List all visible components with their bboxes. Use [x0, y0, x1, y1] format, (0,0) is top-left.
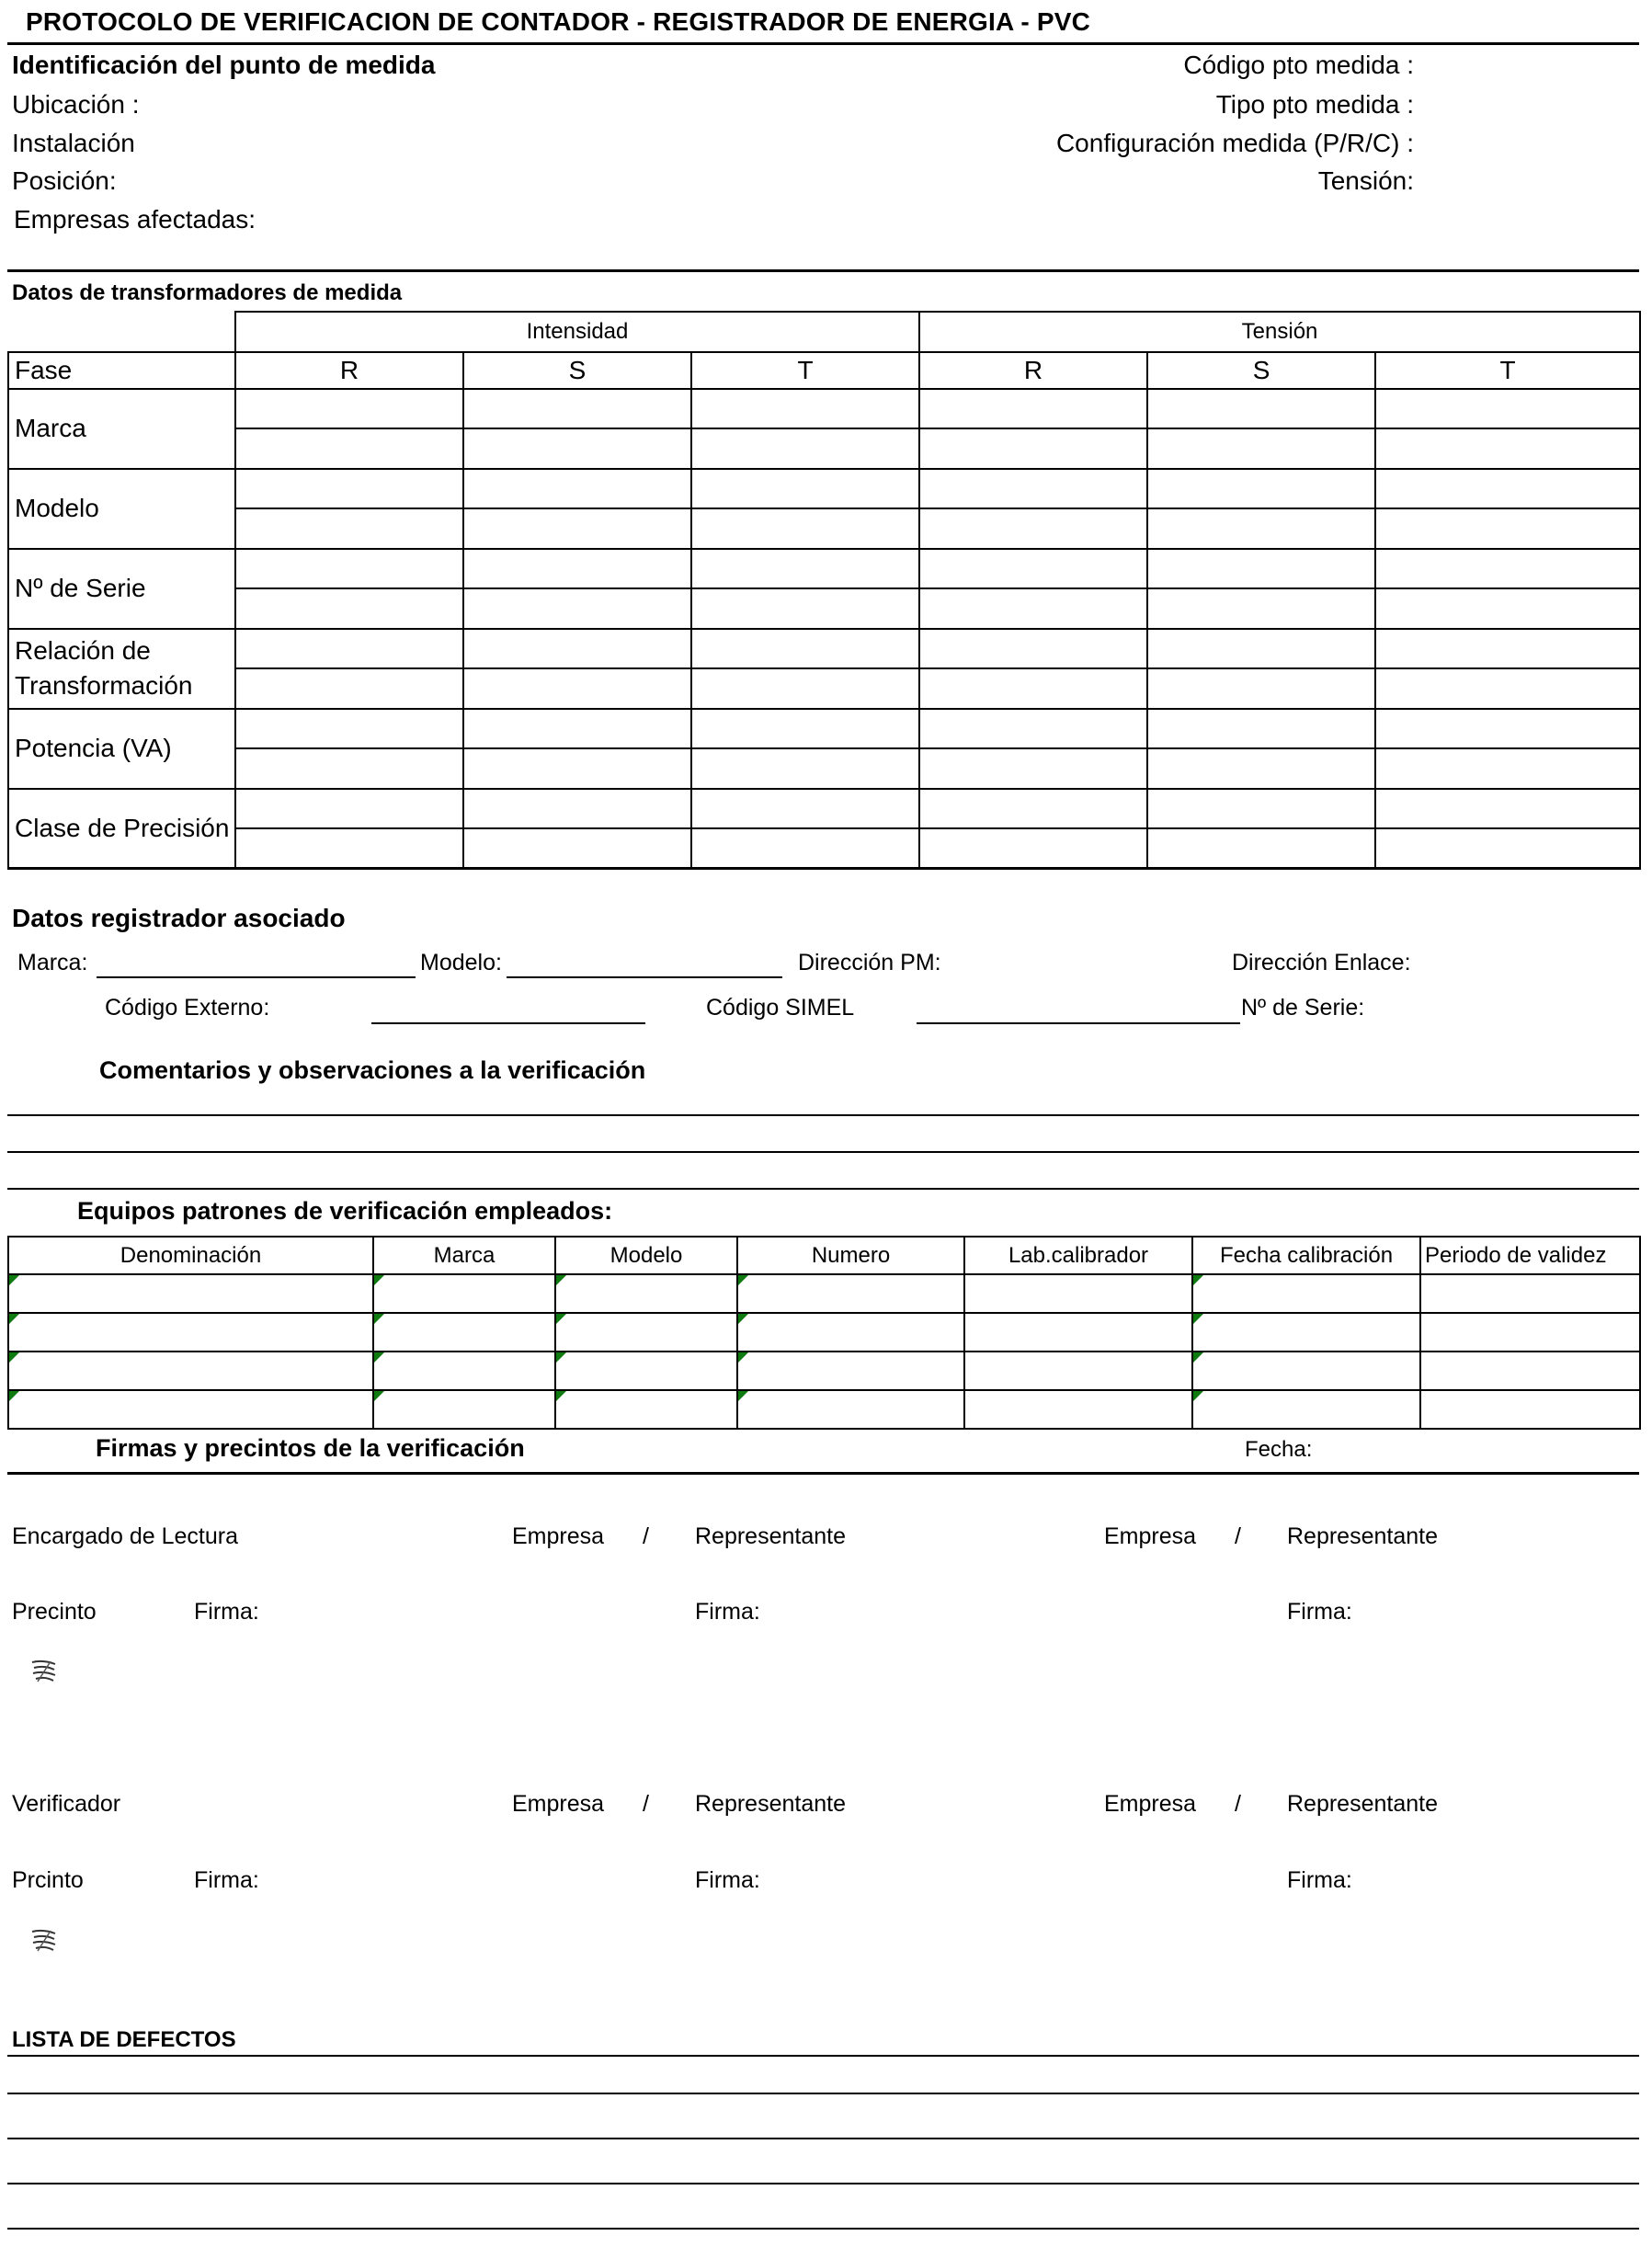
equipo-cell[interactable] [1192, 1352, 1420, 1390]
transformador-value-cell[interactable] [235, 789, 463, 829]
firma-label: Firma: [1287, 1867, 1352, 1893]
transformador-value-cell[interactable] [919, 789, 1147, 829]
transformador-value-cell[interactable] [919, 709, 1147, 749]
transformador-value-cell[interactable] [1375, 789, 1640, 829]
transformador-value-cell[interactable] [235, 428, 463, 469]
comment-marker-icon [9, 1391, 19, 1401]
comment-marker-icon [738, 1314, 748, 1324]
comment-marker-icon [9, 1275, 19, 1285]
firma-label: Firma: [695, 1867, 760, 1893]
fase-header: Fase [8, 352, 235, 389]
tipo-pto-medida-label: Tipo pto medida : [1215, 90, 1414, 119]
equipos-col-header: Fecha calibración [1192, 1237, 1420, 1274]
transformador-value-cell[interactable] [691, 508, 919, 549]
transformador-value-cell[interactable] [463, 549, 691, 589]
transformador-value-cell[interactable] [235, 668, 463, 709]
transformador-value-cell[interactable] [919, 428, 1147, 469]
codigo-externo-field-line[interactable] [371, 1022, 645, 1024]
equipo-cell[interactable] [1420, 1390, 1640, 1429]
equipo-row [8, 1313, 1640, 1352]
transformador-value-cell[interactable] [1147, 748, 1375, 789]
transformador-value-cell[interactable] [919, 508, 1147, 549]
transformador-value-cell[interactable] [463, 428, 691, 469]
transformador-value-cell[interactable] [691, 549, 919, 589]
defect-line[interactable] [7, 2183, 1639, 2184]
transformador-row [8, 469, 1640, 509]
equipos-col-header: Periodo de validez [1420, 1237, 1640, 1274]
transformador-value-cell[interactable] [235, 629, 463, 669]
ubicacion-label: Ubicación : [12, 90, 140, 119]
equipos-col-header: Denominación [8, 1237, 373, 1274]
registrador-heading: Datos registrador asociado [12, 904, 346, 932]
transformador-row [8, 508, 1640, 549]
transformador-value-cell[interactable] [1147, 828, 1375, 869]
equipos-col-header: Marca [373, 1237, 555, 1274]
firma-label: Firma: [194, 1867, 259, 1893]
page-title: PROTOCOLO DE VERIFICACION DE CONTADOR - REGISTRADOR DE ENERGIA - PVC [26, 7, 1091, 36]
transformador-row-label: Relación de Transformación [8, 629, 235, 709]
equipo-cell[interactable] [1420, 1352, 1640, 1390]
posicion-label: Posición: [12, 166, 117, 195]
transformador-value-cell[interactable] [919, 668, 1147, 709]
equipo-cell[interactable] [373, 1313, 555, 1352]
defectos-heading: LISTA DE DEFECTOS [12, 2027, 236, 2052]
configuracion-medida-label: Configuración medida (P/R/C) : [1055, 129, 1414, 157]
equipo-row [8, 1390, 1640, 1429]
transformador-value-cell[interactable] [463, 588, 691, 629]
transformador-row [8, 428, 1640, 469]
transformador-row [8, 588, 1640, 629]
empresas-afectadas-label: Empresas afectadas: [14, 205, 256, 234]
transformador-value-cell[interactable] [919, 389, 1147, 429]
transformador-value-cell[interactable] [1147, 508, 1375, 549]
transformadores-table [7, 311, 1641, 870]
transformador-value-cell[interactable] [1147, 709, 1375, 749]
phase-header: T [1375, 352, 1640, 389]
comment-marker-icon [738, 1391, 748, 1401]
transformador-value-cell[interactable] [1375, 389, 1640, 429]
equipo-cell[interactable] [373, 1352, 555, 1390]
transformador-value-cell[interactable] [235, 709, 463, 749]
verificador-label: Verificador [12, 1791, 121, 1817]
defect-line[interactable] [7, 2093, 1639, 2094]
representante-label: Representante [1287, 1791, 1439, 1817]
transformador-value-cell[interactable] [919, 469, 1147, 509]
precinto-label: Precinto [12, 1599, 97, 1625]
slash-separator: / [1235, 1791, 1241, 1817]
transformador-row-label: Marca [8, 389, 235, 469]
registrador-modelo-label: Modelo: [420, 950, 502, 975]
representante-label: Representante [695, 1523, 847, 1549]
representante-label: Representante [1287, 1523, 1439, 1549]
empresa-label: Empresa [512, 1523, 605, 1549]
firma-label: Firma: [194, 1599, 259, 1625]
comment-marker-icon [9, 1352, 19, 1363]
codigo-simel-label: Código SIMEL [706, 995, 855, 1021]
table-corner [8, 312, 235, 352]
equipos-col-header: Numero [737, 1237, 964, 1274]
equipo-cell[interactable] [1420, 1313, 1640, 1352]
equipos-col-header: Lab.calibrador [964, 1237, 1192, 1274]
equipo-cell[interactable] [8, 1313, 373, 1352]
transformador-value-cell[interactable] [1147, 469, 1375, 509]
transformador-value-cell[interactable] [1375, 469, 1640, 509]
direccion-pm-label: Dirección PM: [798, 950, 941, 975]
transformador-value-cell[interactable] [1375, 549, 1640, 589]
comment-marker-icon [556, 1275, 566, 1285]
transformador-row-label: Nº de Serie [8, 549, 235, 629]
phase-header: R [235, 352, 463, 389]
firmas-fecha-label: Fecha: [1245, 1437, 1313, 1462]
transformador-value-cell[interactable] [691, 428, 919, 469]
transformador-row [8, 549, 1640, 589]
equipo-cell[interactable] [555, 1274, 737, 1313]
equipo-cell[interactable] [8, 1390, 373, 1429]
comment-marker-icon [556, 1314, 566, 1324]
transformador-row-label: Potencia (VA) [8, 709, 235, 789]
identificacion-heading: Identificación del punto de medida [12, 51, 436, 79]
slash-separator: / [643, 1523, 649, 1549]
equipo-cell[interactable] [737, 1313, 964, 1352]
transformador-value-cell[interactable] [463, 789, 691, 829]
transformador-value-cell[interactable] [1375, 629, 1640, 669]
equipo-cell[interactable] [737, 1274, 964, 1313]
equipos-col-header: Modelo [555, 1237, 737, 1274]
transformador-value-cell[interactable] [691, 789, 919, 829]
transformador-value-cell[interactable] [691, 748, 919, 789]
transformador-value-cell[interactable] [1147, 428, 1375, 469]
transformador-value-cell[interactable] [919, 629, 1147, 669]
transformador-value-cell[interactable] [235, 549, 463, 589]
equipo-cell[interactable] [737, 1352, 964, 1390]
firma-label: Firma: [695, 1599, 760, 1625]
transformador-row [8, 748, 1640, 789]
section-divider [7, 269, 1639, 272]
equipo-cell[interactable] [1192, 1274, 1420, 1313]
empresa-label: Empresa [1104, 1523, 1197, 1549]
equipo-cell[interactable] [1192, 1313, 1420, 1352]
transformador-value-cell[interactable] [691, 828, 919, 869]
slash-separator: / [1235, 1523, 1241, 1549]
comment-marker-icon [556, 1352, 566, 1363]
transformador-value-cell[interactable] [1375, 668, 1640, 709]
transformador-value-cell[interactable] [1375, 508, 1640, 549]
transformador-value-cell[interactable] [463, 508, 691, 549]
transformador-value-cell[interactable] [1147, 668, 1375, 709]
comment-marker-icon [374, 1352, 384, 1363]
transformador-value-cell[interactable] [1147, 629, 1375, 669]
marca-field-line[interactable] [97, 976, 416, 978]
empresa-label: Empresa [1104, 1791, 1197, 1817]
equipo-cell[interactable] [555, 1352, 737, 1390]
transformador-value-cell[interactable] [691, 629, 919, 669]
modelo-field-line[interactable] [507, 976, 782, 978]
registrador-marca-label: Marca: [17, 950, 88, 975]
transformador-value-cell[interactable] [235, 828, 463, 869]
transformador-value-cell[interactable] [235, 748, 463, 789]
transformador-value-cell[interactable] [1147, 588, 1375, 629]
empresa-label: Empresa [512, 1791, 605, 1817]
equipo-cell[interactable] [555, 1390, 737, 1429]
transformador-row [8, 709, 1640, 749]
instalacion-label: Instalación [12, 129, 135, 157]
defect-line[interactable] [7, 2055, 1639, 2057]
equipo-cell[interactable] [1420, 1274, 1640, 1313]
comment-line[interactable] [7, 1114, 1639, 1116]
transformador-value-cell[interactable] [463, 389, 691, 429]
transformador-value-cell[interactable] [919, 549, 1147, 589]
transformador-value-cell[interactable] [235, 389, 463, 429]
transformador-value-cell[interactable] [919, 828, 1147, 869]
transformador-value-cell[interactable] [691, 668, 919, 709]
transformador-value-cell[interactable] [919, 588, 1147, 629]
equipo-cell[interactable] [737, 1390, 964, 1429]
comment-marker-icon [1193, 1391, 1203, 1401]
equipo-cell[interactable] [373, 1390, 555, 1429]
transformador-row-label: Clase de Precisión [8, 789, 235, 869]
equipo-row [8, 1274, 1640, 1313]
phase-header: S [1147, 352, 1375, 389]
transformador-value-cell[interactable] [1375, 588, 1640, 629]
transformador-row [8, 389, 1640, 429]
equipo-cell[interactable] [964, 1352, 1192, 1390]
transformador-value-cell[interactable] [463, 748, 691, 789]
equipos-table [7, 1236, 1641, 1430]
transformador-value-cell[interactable] [463, 469, 691, 509]
comment-marker-icon [374, 1275, 384, 1285]
transformador-row-label: Modelo [8, 469, 235, 549]
firmas-divider [7, 1472, 1639, 1475]
group-header-tension: Tensión [919, 312, 1640, 352]
transformador-value-cell[interactable] [235, 588, 463, 629]
equipo-cell[interactable] [964, 1274, 1192, 1313]
comment-marker-icon [374, 1314, 384, 1324]
title-underline [7, 42, 1639, 45]
tension-label: Tensión: [1317, 166, 1414, 195]
transformador-value-cell[interactable] [1147, 789, 1375, 829]
transformador-value-cell[interactable] [463, 828, 691, 869]
transformador-value-cell[interactable] [1147, 549, 1375, 589]
comment-marker-icon [738, 1275, 748, 1285]
registrador-num-serie-label: Nº de Serie: [1241, 995, 1365, 1021]
transformador-value-cell[interactable] [463, 629, 691, 669]
phase-header: T [691, 352, 919, 389]
transformador-value-cell[interactable] [1375, 828, 1640, 869]
transformador-value-cell[interactable] [463, 668, 691, 709]
group-header-intensidad: Intensidad [235, 312, 919, 352]
phase-header: S [463, 352, 691, 389]
codigo-simel-field-line[interactable] [917, 1022, 1240, 1024]
comment-marker-icon [9, 1314, 19, 1324]
equipo-cell[interactable] [964, 1313, 1192, 1352]
equipo-cell[interactable] [1192, 1390, 1420, 1429]
transformador-row [8, 828, 1640, 869]
transformador-value-cell[interactable] [1375, 428, 1640, 469]
comment-marker-icon [1193, 1275, 1203, 1285]
transformador-value-cell[interactable] [919, 748, 1147, 789]
defect-line[interactable] [7, 2228, 1639, 2230]
equipo-cell[interactable] [555, 1313, 737, 1352]
transformador-value-cell[interactable] [1375, 709, 1640, 749]
firma-label: Firma: [1287, 1599, 1352, 1625]
representante-label: Representante [695, 1791, 847, 1817]
comment-marker-icon [1193, 1314, 1203, 1324]
phase-header: R [919, 352, 1147, 389]
direccion-enlace-label: Dirección Enlace: [1232, 950, 1411, 975]
transformador-value-cell[interactable] [235, 508, 463, 549]
slash-separator: / [643, 1791, 649, 1817]
seal-icon [30, 1929, 58, 1953]
comment-marker-icon [738, 1352, 748, 1363]
equipo-row [8, 1352, 1640, 1390]
comment-marker-icon [1193, 1352, 1203, 1363]
comentarios-heading: Comentarios y observaciones a la verificación [99, 1056, 646, 1084]
transformador-value-cell[interactable] [691, 469, 919, 509]
equipo-cell[interactable] [373, 1274, 555, 1313]
comment-line[interactable] [7, 1188, 1639, 1190]
defect-line[interactable] [7, 2138, 1639, 2139]
encargado-lectura-label: Encargado de Lectura [12, 1523, 239, 1549]
comment-marker-icon [556, 1391, 566, 1401]
transformador-row [8, 668, 1640, 709]
transformador-value-cell[interactable] [1147, 389, 1375, 429]
equipo-cell[interactable] [8, 1274, 373, 1313]
transformador-value-cell[interactable] [691, 389, 919, 429]
firmas-heading: Firmas y precintos de la verificación [96, 1434, 525, 1462]
transformador-row [8, 789, 1640, 829]
equipo-cell[interactable] [8, 1352, 373, 1390]
codigo-pto-medida-label: Código pto medida : [1183, 51, 1414, 79]
equipos-heading: Equipos patrones de verificación empleados: [77, 1197, 613, 1225]
seal-icon [30, 1660, 58, 1683]
transformador-row [8, 629, 1640, 669]
comment-marker-icon [374, 1391, 384, 1401]
transformador-value-cell[interactable] [235, 469, 463, 509]
transformador-value-cell[interactable] [1375, 748, 1640, 789]
transformadores-heading: Datos de transformadores de medida [12, 280, 403, 305]
transformador-value-cell[interactable] [691, 588, 919, 629]
precinto-label: Prcinto [12, 1867, 84, 1893]
equipo-cell[interactable] [964, 1390, 1192, 1429]
comment-line[interactable] [7, 1151, 1639, 1153]
transformador-value-cell[interactable] [463, 709, 691, 749]
transformador-value-cell[interactable] [691, 709, 919, 749]
codigo-externo-label: Código Externo: [105, 995, 270, 1021]
